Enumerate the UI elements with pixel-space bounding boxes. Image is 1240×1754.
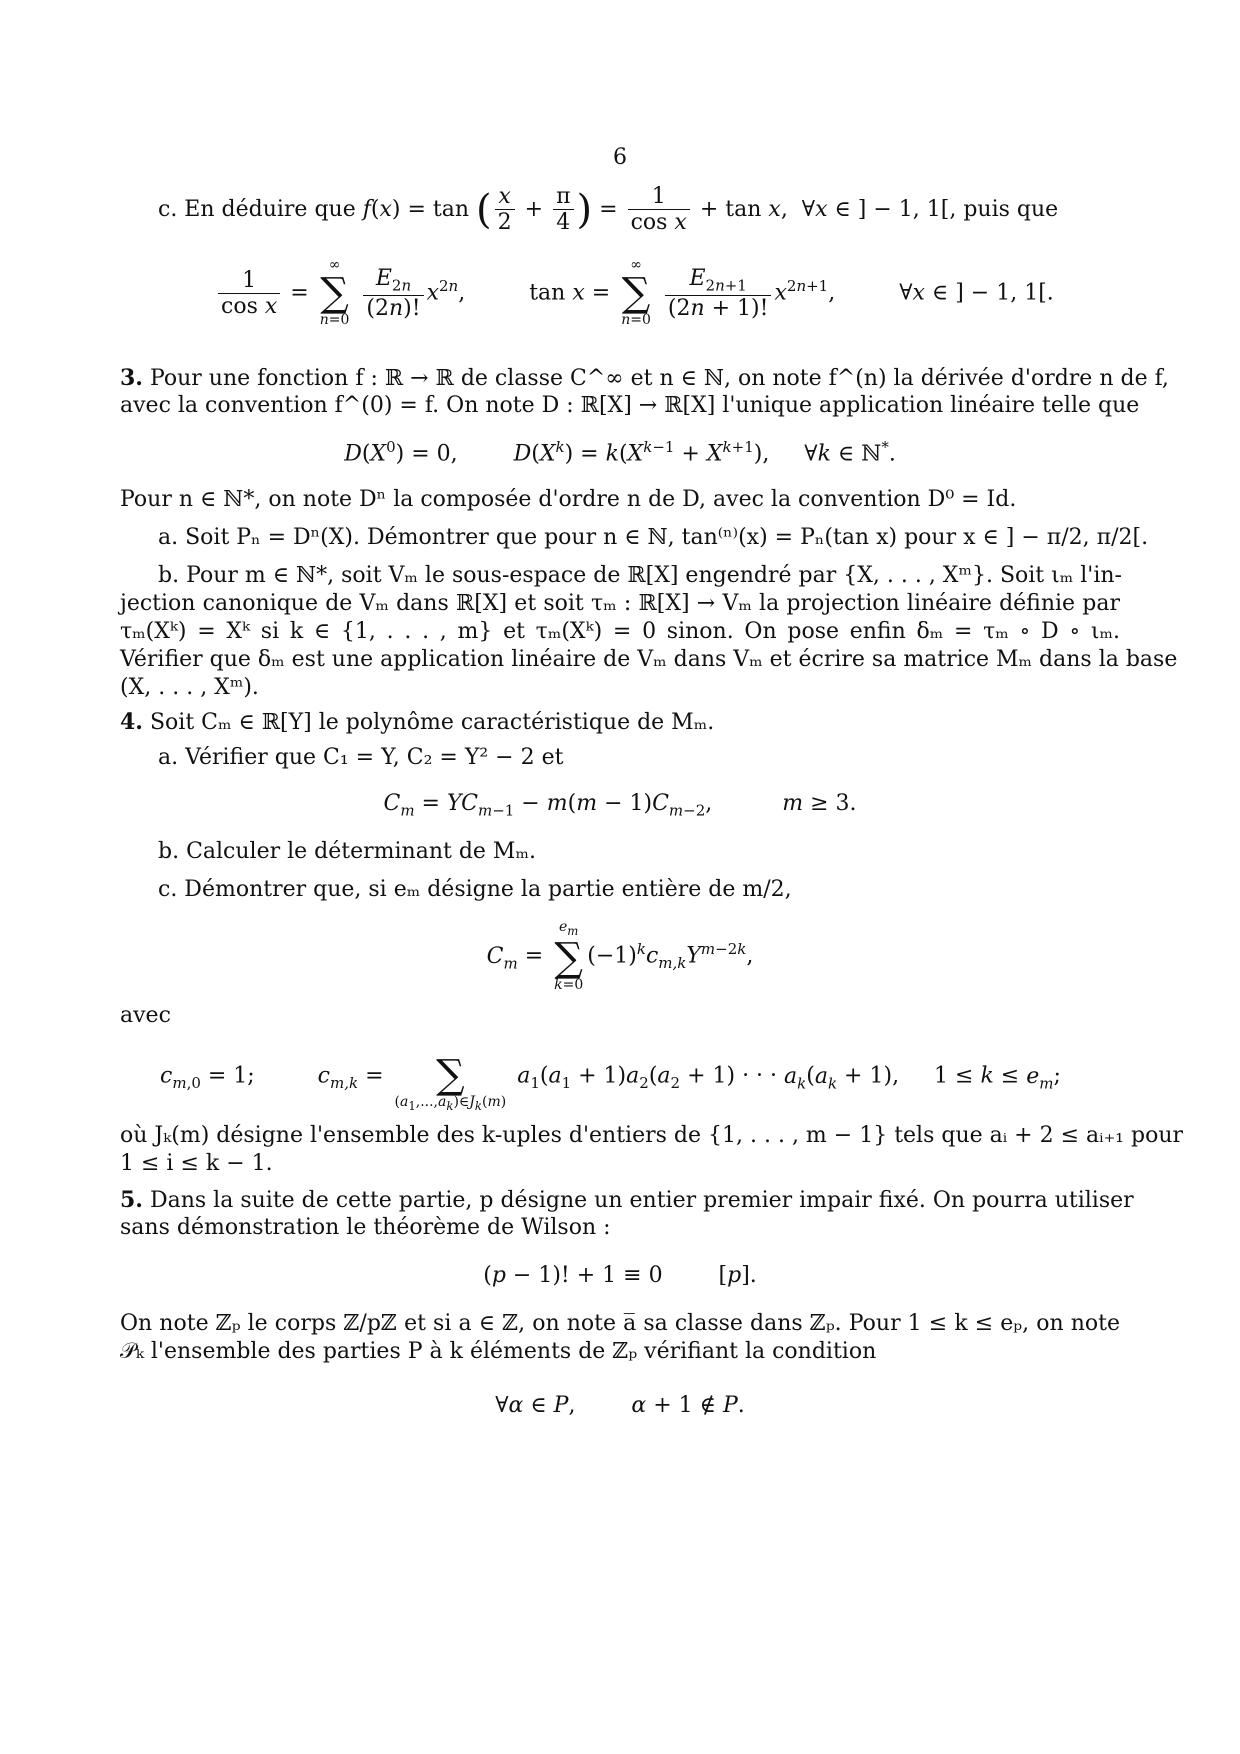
q4-ou1: où Jₖ(m) désigne l'ensemble des k-uples d'entiers de {1, . . . , m − 1} tels que aᵢ + 2 ≤ aᵢ₊₁ pour [120, 1123, 1184, 1148]
q2c-text: c. En déduire que [158, 196, 356, 222]
q5-number: 5. [120, 1187, 143, 1213]
q3-b3: τₘ(Xᵏ) = Xᵏ si k ∈ {1, . . . , m} et τₘ(Xᵏ) = 0 sinon. On pose enfin δₘ = τₘ ∘ D ∘ ιₘ. [120, 619, 1120, 644]
q2c-statement: c. En déduire que f(x) = tan ( $\frac{x}{2}$ + $\frac{\pi}{4}$ ) = $\frac{1}{\text{cos x}}$ + tan x, ∀x ∈ ] − 1, 1[, puis que [158, 184, 1059, 236]
q5-on1: On note ℤₚ le corps ℤ/pℤ et si a ∈ ℤ, on note a̅ sa classe dans ℤₚ. Pour 1 ≤ k ≤ eₚ, on note [120, 1311, 1120, 1336]
q5-condition-formula: ∀α ∈ P, α + 1 ∉ P. [495, 1393, 745, 1418]
page-number: 6 [613, 145, 627, 170]
q4-a: a. Vérifier que C₁ = Y, C₂ = Y² − 2 et [158, 745, 564, 770]
q4-coefficient-formula: $c_{m,0} = 1$; $c_{m,k}$ = ∑ $(a_1,...,a_k)\in J_k(m)$ $a_1(a_1 + 1)a_2(a_2 + 1)$ · · · $a_k(a_k + 1)$, $1 \le k \le e_m$; [160, 1052, 1061, 1114]
q3-definition-formula: $D(X^0) = 0$, $D(X^k) = k(X^{k-1} + X^{k+1})$, ∀k ∈ ℕ*. [344, 438, 896, 467]
q3-after: Pour n ∈ ℕ*, on note Dⁿ la composée d'ordre n de D, avec la convention D⁰ = Id. [120, 487, 1017, 512]
q4-number: 4. [120, 709, 143, 735]
q3-b4: Vérifier que δₘ est une application linéaire de Vₘ dans Vₘ et écrire sa matrice Mₘ dans la base [120, 647, 1178, 672]
document-page [120, 0, 1184, 1754]
q4-sum-formula: $C_m$ = $e_m$ ∑ k=0 $(-1)^kc_{m,k}Y^{m-2k}$, [486, 919, 754, 993]
q4-ou2: 1 ≤ i ≤ k − 1. [120, 1151, 273, 1176]
q2c-text-end: puis que [963, 196, 1059, 222]
q3-b2: jection canonique de Vₘ dans ℝ[X] et soit τₘ : ℝ[X] → Vₘ la projection linéaire définie par [120, 591, 1120, 616]
q4-recurrence-formula: $C_m = YC_{m-1} - m(m - 1)C_{m-2}$, m ≥ 3. [383, 791, 857, 820]
q4-avec: avec [120, 1003, 171, 1028]
q4-b: b. Calculer le déterminant de Mₘ. [158, 839, 536, 864]
q5-line2: sans démonstration le théorème de Wilson : [120, 1215, 611, 1240]
q5-wilson-formula: (p − 1)! + 1 ≡ 0 [p]. [483, 1263, 757, 1288]
q5-on2: 𝒫ₖ l'ensemble des parties P à k éléments de ℤₚ vérifiant la condition [120, 1339, 877, 1364]
q2c-series-formula: $\frac{1}{\text{cos x}}$ = ∞ ∑ n=0 $\frac{E_{2n}}{(2n)!}$ $x^{2n}$, tan x = ∞ ∑ n=0 $\frac{E_{2n+1}}{(2n + 1)!}$ $x^{2n+1}$, ∀x ∈ ] − 1, 1[. [215, 258, 1115, 329]
q3-number: 3. [120, 365, 143, 391]
q3-b1: b. Pour m ∈ ℕ*, soit Vₘ le sous-espace de ℝ[X] engendré par {X, . . . , Xᵐ}. Soit ιₘ l'in- [158, 563, 1122, 588]
q4-intro: 4. Soit Cₘ ∈ ℝ[Y] le polynôme caractéristique de Mₘ. [120, 709, 715, 735]
q3-a: a. Soit Pₙ = Dⁿ(X). Démontrer que pour n ∈ ℕ, tan⁽ⁿ⁾(x) = Pₙ(tan x) pour x ∈ ] − π/2, π/2[. [158, 525, 1149, 550]
q5-line1: 5. Dans la suite de cette partie, p désigne un entier premier impair fixé. On pourra utiliser [120, 1187, 1134, 1213]
q3-line1: 3. Pour une fonction f : ℝ → ℝ de classe C^∞ et n ∈ ℕ, on note f^(n) la dérivée d'ordre n de f, [120, 365, 1169, 391]
q3-line2: avec la convention f^(0) = f. On note D : ℝ[X] → ℝ[X] l'unique application linéaire telle que [120, 393, 1140, 418]
q4-c: c. Démontrer que, si eₘ désigne la partie entière de m/2, [158, 877, 792, 902]
q3-b5: (X, . . . , Xᵐ). [120, 675, 259, 700]
